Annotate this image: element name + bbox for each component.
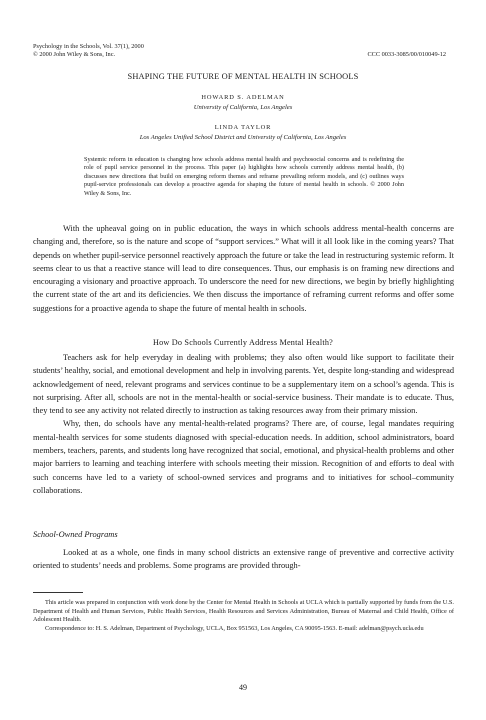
author-1: HOWARD S. ADELMAN: [201, 94, 285, 101]
affiliation-1: University of California, Los Angeles: [193, 104, 293, 111]
paragraph-2: Teachers ask for help everyday in dealing with problems; they also often would like support to facilitate their students’ healthy, social, and emotional development and help in involving parents. Yet, despite long-standing and widespread acknowledgement of need, relevant programs and services continue to be a supplementary item on a school’s agenda. This is not surprising. After all, schools are not in the mental-health or social-service business. Their mandate is to educate. Thus, they tend to see any activity not related directly to instruction as taking resources away from their primary mission.: [33, 353, 454, 416]
affiliation-2: Los Angeles Unified School District and University of California, Los Angeles: [139, 134, 347, 141]
paragraph-4: Looked at as a whole, one finds in many school districts an extensive range of preventive and corrective activity oriented to students’ needs and problems. Some programs are provided through-: [33, 548, 454, 571]
footnote: [33, 599, 454, 633]
footnote-rule: [33, 592, 83, 593]
footnote-acknowledgement: This article was prepared in conjunction with work done by the Center for Mental Health in Schools at UCLA which is partially supported by funds from the U.S. Department of Health and Human Services, Public Health Services, Health Resources and Services Administration, Bureau of Maternal and Child Health, Office of Adolescent Health.: [33, 599, 454, 623]
author-2: LINDA TAYLOR: [214, 124, 272, 131]
copyright-line: © 2000 John Wiley & Sons, Inc.: [33, 51, 116, 58]
section-body: [33, 351, 454, 497]
section-heading: How Do Schools Currently Address Mental Health?: [153, 338, 333, 347]
abstract: Systemic reform in education is changing how schools address mental health and psychosocial concerns and is redefining the role of pupil service personnel in the process. This paper (a) highlights how schools currently address mental health, (b) discusses new directions that build on emerging reform themes and reframe prevailing reform models, and (c) outlines ways pupil-service professionals can develop a proactive agenda for shaping the future of mental health in schools. © 2000 John Wiley & Sons, Inc.: [84, 156, 404, 197]
intro-paragraph: With the upheaval going on in public education, the ways in which schools address mental-health concerns are changing and, therefore, so is the nature and scope of “support services.” What will it all look like in the coming years? That depends on whether pupil-service personnel reactively approach the future or take the lead in restructuring systemic reform. It seems clear to us that a reactive stance will lead to dire consequences. Thus, our emphasis is on framing new directions and encouraging a visionary and proactive approach. To underscore the need for new directions, we begin by briefly highlighting the current state of the art and its deficiencies. We then discuss the importance of reframing current reforms and offer some suggestions for a proactive agenda to shape the future of mental health in schools.: [33, 224, 454, 313]
article-title: SHAPING THE FUTURE OF MENTAL HEALTH IN SCHOOLS: [127, 72, 359, 81]
subsection-body: [33, 546, 454, 573]
paragraph-3: Why, then, do schools have any mental-health-related programs? There are, of course, legal mandates requiring mental-health services for some students diagnosed with special-education needs. In addition, school administrators, board members, teachers, parents, and students long have recognized that social, emotional, and physical-health problems and other major barriers to learning and teaching interfere with schools meeting their mission. Recognition of and efforts to deal with such concerns have led to a variety of school-owned services and programs and to initiatives for school–community collaborations.: [33, 419, 454, 495]
intro-section: [33, 222, 454, 315]
subsection-heading: School-Owned Programs: [33, 530, 118, 539]
journal-header: [33, 43, 144, 59]
page-number: 49: [239, 683, 247, 692]
footnote-correspondence: Correspondence to: H. S. Adelman, Department of Psychology, UCLA, Box 951563, Los Angeles, CA 90095-1563. E-mail: adelman@psych.ucla.edu: [45, 624, 424, 632]
ccc-code: CCC 0033-3085/00/010049-12: [367, 51, 446, 58]
journal-line: Psychology in the Schools, Vol. 37(1), 2000: [33, 43, 144, 50]
